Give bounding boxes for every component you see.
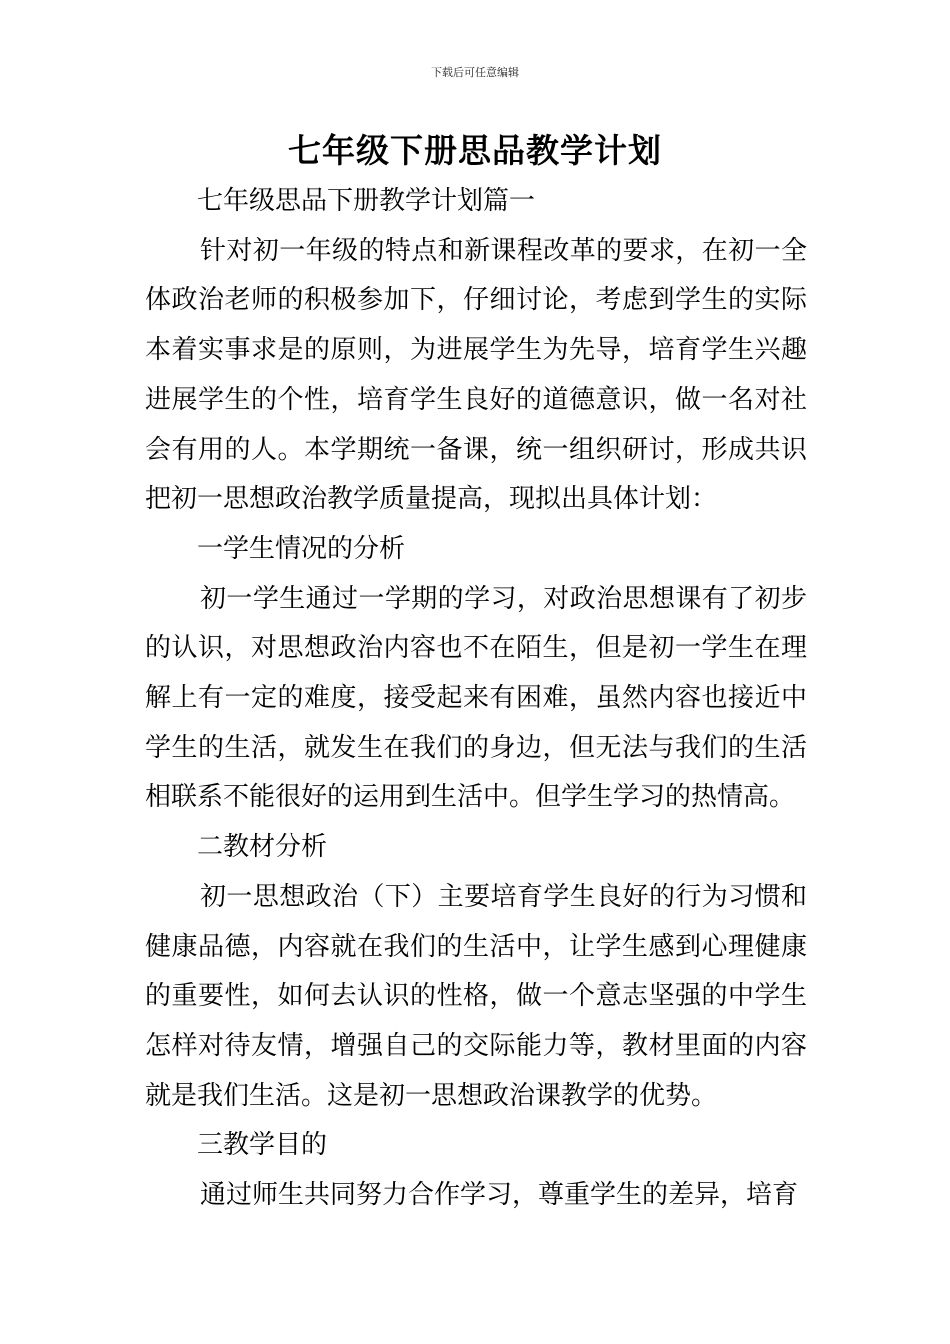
section-heading-teaching-goals: 三教学目的 <box>197 1130 328 1161</box>
section-paragraph-textbook-analysis: 初一思想政治（下）主要培育学生良好的行为习惯和健康品德，内容就在我们的生活中，让学生感到心理健康的重要性，如何去认识的性格，做一个意志坚强的中学生怎样对待友情，增强自己的交际能力等，教材里面的内容就是我们生活。这是初一思想政治课教学的优势。 <box>145 881 807 1111</box>
document-body <box>145 177 807 1221</box>
section-heading-textbook-analysis: 二教材分析 <box>197 832 328 863</box>
intro-paragraph: 针对初一年级的特点和新课程改革的要求，在初一全体政治老师的积极参加下，仔细讨论，考虑到学生的实际本着实事求是的原则，为进展学生为先导，培育学生兴趣进展学生的个性，培育学生良好的道德意识，做一名对社会有用的人。本学期统一备课，统一组织研讨，形成共识把初一思想政治教学质量提高，现拟出具体计划： <box>145 235 807 515</box>
section-paragraph-teaching-goals: 通过师生共同努力合作学习，尊重学生的差异，培育 <box>200 1180 799 1211</box>
section-heading-student-analysis: 一学生情况的分析 <box>197 533 406 564</box>
page-header-note: 下载后可任意编辑 <box>431 66 519 79</box>
document-subtitle: 七年级思品下册教学计划篇一 <box>197 186 536 216</box>
document-title: 七年级下册思品教学计划 <box>288 131 662 170</box>
section-paragraph-student-analysis: 初一学生通过一学期的学习，对政治思想课有了初步的认识，对思想政治内容也不在陌生，但是初一学生在理解上有一定的难度，接受起来有困难，虽然内容也接近中学生的生活，就发生在我们的身边，但无法与我们的生活相联系不能很好的运用到生活中。但学生学习的热情高。 <box>145 583 807 813</box>
